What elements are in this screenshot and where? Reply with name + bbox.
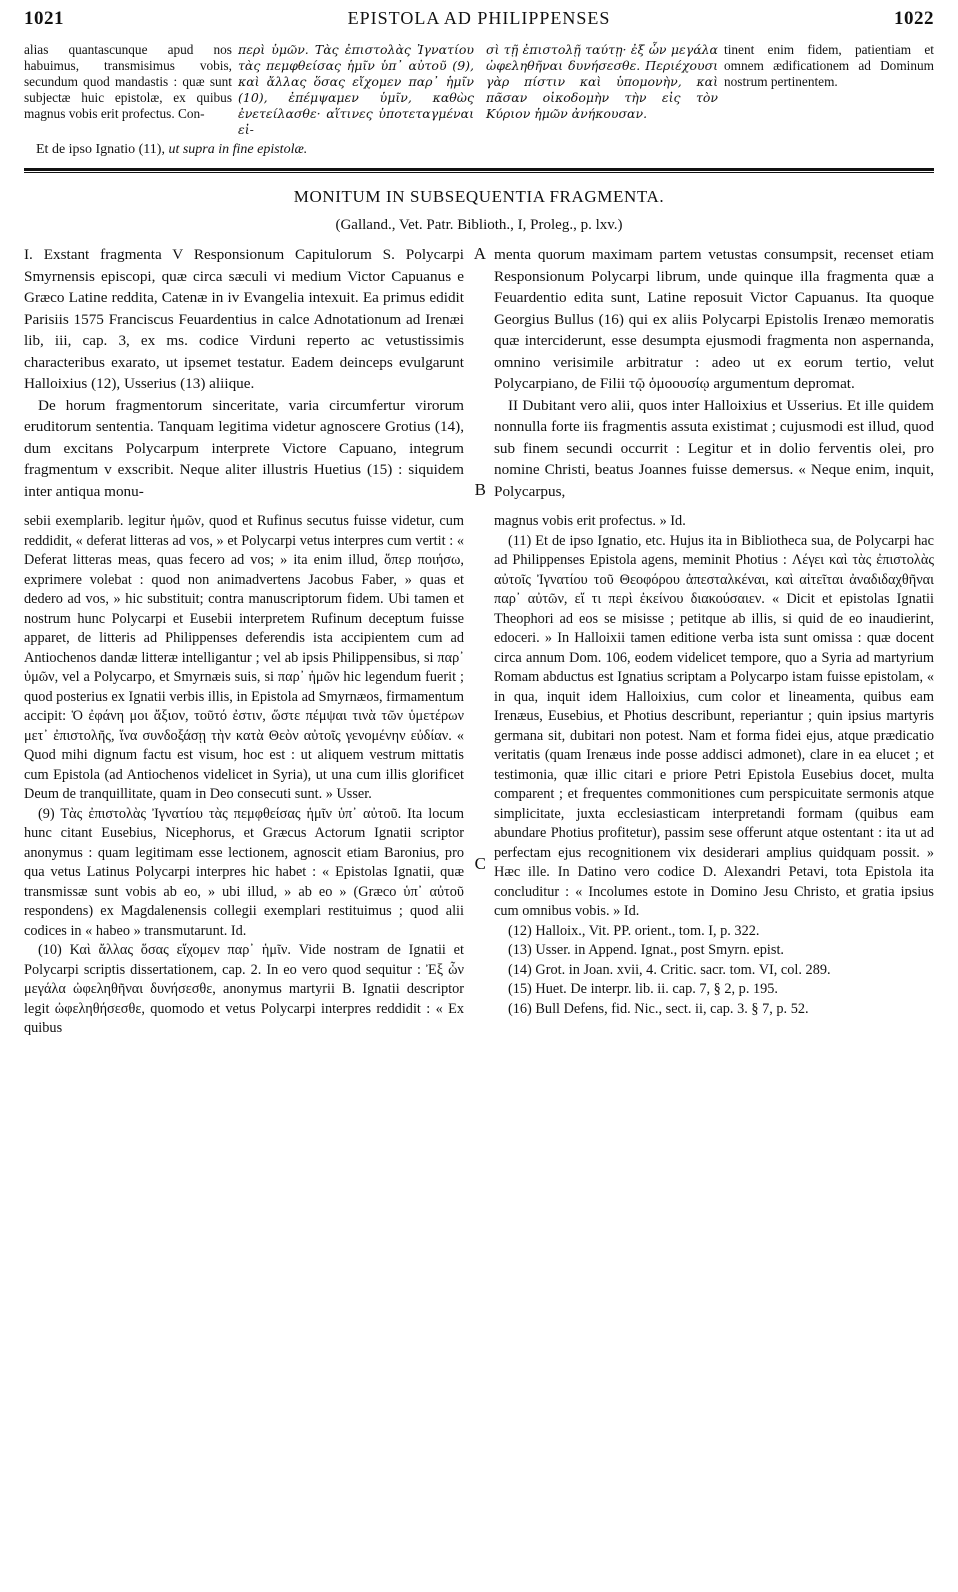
note-paragraph: (11) Et de ipso Ignatio, etc. Hujus ita in Bibliotheca sua, de Polycarpi hac ad Philippenses Epistola agens, meminit Photius : Λέγει καὶ τὰς ἐπιστολὰς αὐτοῖς Ἰγνατίου τοῦ Θεοφόρου ἀπεσταλκέναι, καὶ αἰτεῖται ἀναδιδαχθῆναι παρ᾽ αὐτῶν, εἴ τι περὶ ἐκείνου διακούσαιεν. « Dicit et epistolas Ignatii Theophori ad eos se misisse ; petitque ab illis, si quid de eo inaudierint, edoceri. » In Halloixii tamen editione verba ista sunt omissa : quæ docent circa annum Dom. 106, eodem videlicet tempore, quo a Syria ad martyrium Romam abductus est Ignatius scriptam a Polycarpo istam fuisse epistolam, « in qua, inquit idem Halloixius, cum color et lineamenta, quibus eam Irenæus, Eusebius, et Photius describunt, reperiantur ; quin ipsius martyris germana sit, dubitari non potest. Nam et forma fidei ejus, atque prædicatio veritatis (quam Irenæus inde posse addisci admonet), clare in ea elucet ; et testimonia, quæ illic citari e priore Petri Epistola Eusebius docet, multa comparent ; et frequentes commonitiones cum perspicuitate sermonis atque simplicitate, juxta ecclesiasticam interpretandi formam (quibus eam abundare Photius profitetur), passim sese offerunt atque ostentant : ita ut ad perfectam ejus recognitionem vix desiderari amplius quidquam possit. » Hæc ille. In Datino vero codice D. Alexandri Petavi, tota Epistola ita concluditur : « Incolumes estote in Domino Jesu Christo, et gratia ipsius cum omnibus vobis. » Id. bbox=[494, 532, 934, 919]
monitum-paragraph: De horum fragmentorum sinceritate, varia circumfertur virorum eruditorum sententia. Tanquam legitima videtur agnoscere Grotius (14), dum excitans Polycarpum interprete Victore Capuano, integrum fragmentum v exscribit. Neque aliter illustris Huetius (15) : siquidem inter antiqua monu- bbox=[24, 396, 464, 500]
note-paragraph: magnus vobis erit profectus. » Id. bbox=[494, 513, 686, 529]
footnote-list bbox=[494, 922, 934, 1020]
notes-left-column bbox=[24, 512, 486, 1039]
note-paragraph: (9) Τὰς ἐπιστολὰς Ἰγνατίου τὰς πεμφθείσας ἡμῖν ὑπ᾽ αὐτοῦ. Ita locum hunc citant Eusebius, Nicephorus, et Græcus Actorum Ignatii scriptor anonymus : quam legitimam esse lectionem, agnoscit etiam Baronius, pro qua vetus Latinus Polycarpi interpres hic habet : « Epistolas Ignatii, quæ transmissæ sunt vobis ab eo, » ubi illud, » ab eo » (Græco ὑπ᾽ αὐτοῦ respondens) ex Magdalenensis collegii exemplari restituimus ; quod alii codices in « habeo » transmutarunt. Id. bbox=[24, 805, 464, 939]
closing-line-text: Et de ipso Ignatio (11), bbox=[36, 142, 165, 157]
footnote: (16) Bull Defens, fid. Nic., sect. ii, cap. 3. § 7, p. 52. bbox=[508, 1000, 809, 1017]
margin-marker-a: A bbox=[473, 244, 486, 263]
epistle-latin-text-continued: tinent enim fidem, patientiam et omnem ædificationem ad Dominum nostrum pertinentem. bbox=[724, 42, 934, 89]
footnote: (12) Halloix., Vit. PP. orient., tom. I, p. 322. bbox=[508, 922, 760, 939]
running-header bbox=[24, 8, 934, 42]
column-number-left: 1021 bbox=[24, 8, 64, 29]
running-title: EPISTOLA AD PHILIPPENSES bbox=[347, 8, 611, 28]
epistle-right-column bbox=[486, 42, 934, 138]
margin-marker-b: B bbox=[474, 480, 486, 499]
footnote: (14) Grot. in Joan. xvii, 4. Critic. sacr. tom. VI, col. 289. bbox=[508, 961, 831, 978]
document-page bbox=[24, 8, 934, 1039]
notes-right-column bbox=[494, 512, 934, 1039]
epistle-latin-text: alias quantascunque apud nos habuimus, transmisimus vobis, secundum quod mandastis : quæ sunt subjectæ huic epistolæ, ex quibus magnus vobis erit profectus. Con- bbox=[24, 42, 232, 121]
epistle-greek-text: περὶ ὑμῶν. Τὰς ἐπιστολὰς Ἰγνατίου τὰς πεμφθείσας ἡμῖν ὑπ᾽ αὐτοῦ (9), καὶ ἄλλας ὅσας εἴχομεν παρ᾽ ἡμῖν (10), ἐπέμψαμεν ὑμῖν, καθὼς ἐνετείλασθε· αἵτινες ὑποτεταγμέναι εἰ- bbox=[238, 42, 474, 137]
monitum-paragraph: menta quorum maximam partem vetustas consumpsit, recenset etiam Responsionum Polycarpi librum, unde quinque illa fragmenta quæ a Feuardentio edita sunt, Latine reposuit Victor Capuanus. Ita quoque Georgius Bullus (16) qui ex aliis Polycarpi Epistolis Irenæo memoratis quæ interciderunt, esse desumpta ejusmodi fragmenta non aspernanda, omnino verisimile arbitratur : adeo ut ex eorum tertio, velut Polycarpiano, de Filii τῷ ὁμοουσίῳ argumentum depromat. bbox=[494, 246, 934, 392]
column-number-right: 1022 bbox=[894, 8, 934, 29]
closing-line-italic: ut supra in fine epistolæ. bbox=[168, 142, 308, 157]
footnote: (15) Huet. De interpr. lib. ii. cap. 7, § 2, p. 195. bbox=[508, 981, 779, 997]
margin-marker-c: C bbox=[474, 854, 486, 873]
monitum-left-column bbox=[24, 244, 486, 502]
monitum-paragraph: II Dubitant vero alii, quos inter Halloixius et Usserius. Et ille quidem nonnulla forte iis fragmentis assuta existimat ; cujusmodi est illud, quod sub finem secundi occurrit : Legitur et in dolio ferventis olei, pro nomine Christi, beatus Joannes fuisse demersus. « Neque enim, inquit, Polycarpus, bbox=[494, 396, 934, 500]
epistle-closing-line bbox=[36, 140, 934, 160]
section-divider-thin bbox=[24, 172, 934, 173]
monitum-right-column bbox=[494, 244, 934, 502]
monitum-body bbox=[24, 244, 934, 502]
section-title: MONITUM IN SUBSEQUENTIA FRAGMENTA. bbox=[293, 187, 665, 206]
section-source-citation: (Galland., Vet. Patr. Biblioth., I, Proleg., p. lxv.) bbox=[335, 217, 623, 233]
notes-body bbox=[24, 512, 934, 1039]
footnote: (13) Usser. in Append. Ignat., post Smyrn. epist. bbox=[508, 942, 784, 958]
note-paragraph: (10) Καὶ ἄλλας ὅσας εἴχομεν παρ᾽ ἡμῖν. Vide nostram de Ignatii et Polycarpi scriptis dissertationem, cap. 2. In eo vero quod sequitur : Ἐξ ὧν μεγάλα ὠφεληθῆναι δυνήσεσθε, anonymus martyrii B. Ignatii descriptor legit ὠφεληθήσεσθε, quomodo et vetus Polycarpi interpres reddidit : « Ex quibus bbox=[24, 942, 464, 1036]
note-paragraph: sebii exemplarib. legitur ἡμῶν, quod et Rufinus secutus fuisse videtur, cum reddidit, « deferat litteras ad vos, » et Polycarpi vetus interpres cum vertit : « Deferat litteras meas, quas fecero ad vos; » ita enim illud, ὅπερ ποιήσω, exprimere volebat : quod non animadvertens Jacobus Faber, » quas et dedero ad vos, » hic substituit; contra manuscriptorum fidem. Ubi tamen et nostrum hunc Polycarpi et Eusebii interpretem Rufinum deceptum fuisse apparet, de litteris ad Philippenses deferendis ista accipientem cum ad Antiochenos dandæ litteræ intelligantur ; vel ab ipsis Philippensibus, si παρ᾽ ὑμῶν, vel a Polycarpo, et Smyrnæis suis, si παρ᾽ ἡμῶν hic legendum fuerit ; quod posterius ex Ignatii verbis illis, in Epistola ad Smyrnæos, firmamentum accipit: Ὁ ἐφάνη μοι ἄξιον, τοῦτό ἐστιν, ὥστε πέμψαι τινὰ τῶν ὑμετέρων μετ᾽ ἐπιστολῆς, ἵνα συνδοξάσῃ τὴν κατὰ Θεὸν αὐτοῖς γενομένην εὐδίαν. « Quod mihi dignum factu est visum, hoc est : ut aliquem vestrum mittatis cum Epistola (ad Antiochenos videlicet in Syria), ut una cum illis glorificet Deum de tranquillitate, quam in Deo consecuti sunt. » Usser. bbox=[24, 513, 464, 802]
epistle-text-block bbox=[24, 42, 934, 138]
monitum-paragraph: I. Exstant fragmenta V Responsionum Capitulorum S. Polycarpi Smyrnensis episcopi, quæ circa sæculi vi medium Victor Capuanus e Græco Latine reddita, Catenæ in iv Evangelia intexuit. Ea primus edidit Parisiis 1575 Franciscus Feuardentius in calce Adnotationum ad Irenæi lib, iii, cap. 3, ex ms. codice Virduni reperto ac vetustissimis characteribus exarato, ut ipsemet testatur. Eadem deinceps evulgarunt Halloixius (12), Usserius (13) aliique. bbox=[24, 246, 464, 392]
epistle-greek-text-continued: σὶ τῇ ἐπιστολῇ ταύτῃ· ἐξ ὧν μεγάλα ὠφεληθῆναι δυνήσεσθε. Περιέχουσι γὰρ πίστιν καὶ ὑπομονὴν, καὶ πᾶσαν οἰκοδομὴν τὴν εἰς τὸν Κύριον ἡμῶν ἀνήκουσαν. bbox=[486, 42, 718, 121]
epistle-left-column bbox=[24, 42, 472, 138]
section-divider bbox=[24, 168, 934, 171]
